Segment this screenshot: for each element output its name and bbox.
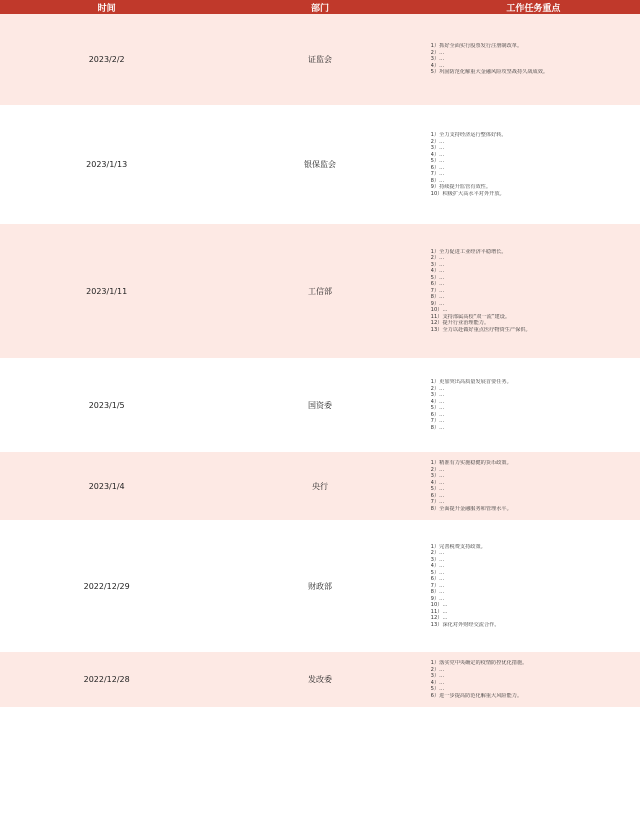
row-tasks: [427, 651, 640, 708]
task-item: 10）...: [430, 602, 448, 609]
task-item: 5）...: [430, 486, 445, 492]
row-tasks: [427, 106, 640, 223]
table-row: [0, 651, 640, 708]
task-item: 13）深化对外财经交流合作。: [430, 621, 500, 628]
table-row: [0, 451, 640, 521]
task-item: 6）...: [430, 492, 445, 499]
task-item: 8）全面提升金融服务和管理水平。: [430, 505, 512, 512]
table-row: [0, 359, 640, 451]
task-item: 4）...: [430, 563, 445, 570]
row-date: 2023/1/13: [0, 106, 213, 223]
row-dept: 财政部: [213, 521, 426, 651]
task-item: 1）更加突出高质量发展首要任务。: [430, 379, 512, 385]
task-item: 9）...: [430, 300, 445, 307]
task-item: 5）...: [430, 274, 445, 281]
task-item: 2）...: [430, 138, 445, 145]
task-item: 5）...: [430, 569, 445, 576]
task-item: 11）支持部属高校“双一流”建设。: [430, 313, 511, 320]
task-item: 4）...: [430, 479, 445, 486]
task-item: 2）...: [430, 255, 445, 262]
task-item: 5）...: [430, 686, 445, 692]
task-item: 3）...: [430, 392, 445, 398]
task-item: 10）积极扩大高水平对外开放。: [430, 190, 505, 197]
task-item: 3）...: [430, 145, 445, 151]
row-date: 2023/2/2: [0, 14, 213, 106]
task-item: 7）...: [430, 287, 445, 294]
task-item: 3）...: [430, 556, 445, 563]
task-item: 5）...: [430, 158, 445, 164]
task-item: 7）...: [430, 499, 445, 505]
task-item: 1）精准有力实施稳健的货币政策。: [430, 460, 512, 466]
row-tasks: [427, 451, 640, 521]
table-row: [0, 521, 640, 651]
row-dept: 工信部: [213, 223, 426, 359]
task-item: 3）...: [430, 473, 445, 479]
task-item: 13）全力以赴做好重点医疗物资生产保供。: [430, 326, 531, 333]
table-row: [0, 14, 640, 106]
task-item: 6）...: [430, 576, 445, 583]
task-item: 4）...: [430, 62, 445, 69]
task-item: 10）...: [430, 307, 448, 314]
task-item: 11）...: [430, 608, 448, 615]
task-item: 8）...: [430, 589, 445, 596]
task-item: 5）巩固防范化解重大金融风险攻坚战持久战成效。: [430, 69, 549, 76]
task-item: 1）全力支持经济运行整体好转。: [430, 132, 507, 138]
row-dept: 发改委: [213, 651, 426, 708]
table-row: [0, 106, 640, 223]
task-item: 1）落实党中央确定的疫情防控优化措施。: [430, 660, 528, 666]
task-item: 2）...: [430, 666, 445, 673]
row-dept: 证监会: [213, 14, 426, 106]
row-date: 2022/12/28: [0, 651, 213, 708]
row-date: 2023/1/4: [0, 451, 213, 521]
header-task: 工作任务重点: [427, 0, 640, 14]
row-tasks: [427, 359, 640, 451]
task-item: 2）...: [430, 49, 445, 56]
task-item: 2）...: [430, 466, 445, 473]
task-item: 9）...: [430, 595, 445, 602]
header-date: 时间: [0, 0, 213, 14]
row-dept: 央行: [213, 451, 426, 521]
task-item: 4）...: [430, 679, 445, 686]
task-item: 8）...: [430, 294, 445, 301]
task-item: 5）...: [430, 405, 445, 411]
row-date: 2023/1/11: [0, 223, 213, 359]
table-header-row: [0, 0, 640, 14]
header-dept: 部门: [213, 0, 426, 14]
task-item: 9）持续提升监管有效性。: [430, 184, 492, 190]
task-item: 4）...: [430, 151, 445, 158]
task-item: 6）...: [430, 411, 445, 418]
row-tasks: [427, 521, 640, 651]
task-item: 12）...: [430, 615, 448, 622]
task-item: 7）...: [430, 418, 445, 424]
task-item: 3）...: [430, 261, 445, 268]
task-item: 6）...: [430, 281, 445, 288]
row-dept: 银保监会: [213, 106, 426, 223]
table-body: [0, 14, 640, 708]
task-item: 12）提升行业治理能力。: [430, 320, 490, 327]
row-date: 2023/1/5: [0, 359, 213, 451]
row-tasks: [427, 14, 640, 106]
task-item: 1）全力促进工业经济平稳增长。: [430, 248, 507, 255]
row-tasks: [427, 223, 640, 359]
task-item: 2）...: [430, 385, 445, 392]
row-dept: 国资委: [213, 359, 426, 451]
row-date: 2022/12/29: [0, 521, 213, 651]
task-item: 3）...: [430, 673, 445, 679]
task-item: 4）...: [430, 398, 445, 405]
task-item: 7）...: [430, 582, 445, 589]
task-item: 2）...: [430, 550, 445, 557]
table-row: [0, 223, 640, 359]
task-item: 6）...: [430, 164, 445, 171]
task-item: 4）...: [430, 268, 445, 275]
task-item: 3）...: [430, 56, 445, 63]
task-item: 7）...: [430, 171, 445, 177]
task-item: 8）...: [430, 177, 445, 184]
task-item: 8）...: [430, 424, 445, 431]
task-item: 1）抓好全面实行股票发行注册制改革。: [430, 43, 523, 50]
task-item: 1）完善税费支持政策。: [430, 543, 486, 550]
task-item: 6）进一步提高防范化解重大风险能力。: [430, 692, 523, 699]
